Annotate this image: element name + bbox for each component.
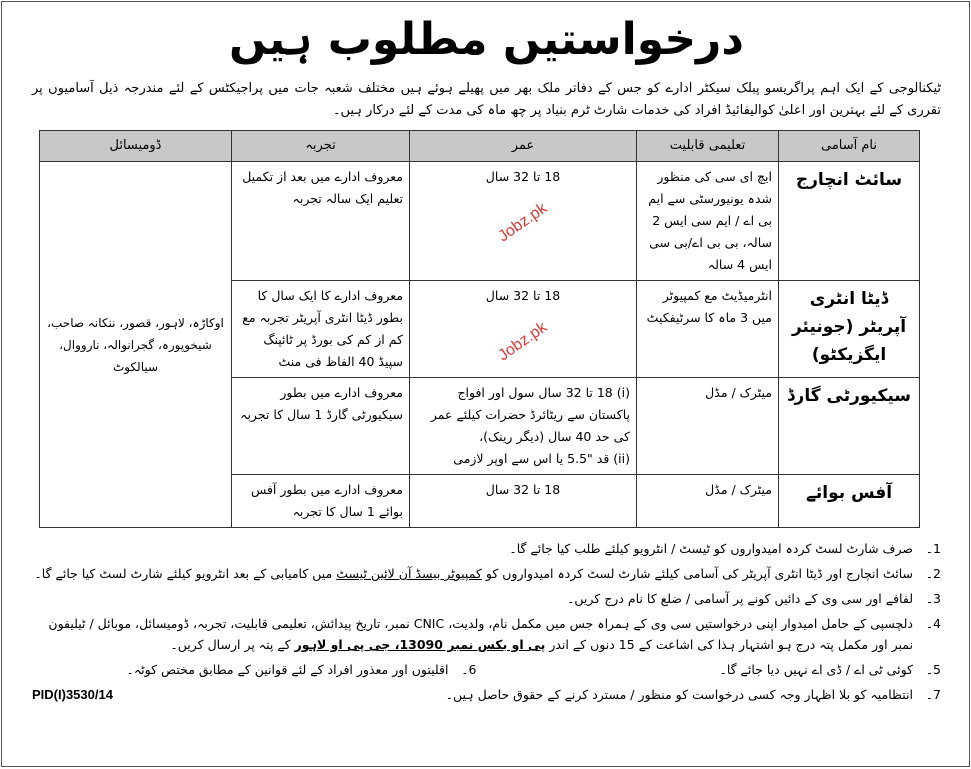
header-qualification: تعلیمی قابلیت [637,131,779,162]
note-1 [32,538,941,559]
note-number: 5۔ [925,662,941,677]
qualification: انٹرمیڈیٹ مع کمپیوٹر میں 3 ماہ کا سرٹیفکیٹ [637,281,779,378]
note-number: 1۔ [925,541,941,556]
note-number: 7۔ [925,687,941,702]
age [410,378,637,475]
post-name: سیکیورٹی گارڈ [779,378,920,475]
age-line-2: (ii) قد "5.5 یا اس سے اوپر لازمی [453,451,630,466]
note-text: کوئی ٹی اے / ڈی اے نہیں دیا جائے گا۔ [719,662,913,677]
note-underlined: کمپیوٹر بیسڈ آن لائین ٹیسٹ [336,566,482,581]
experience: معروف ادارے میں بطور آفس بوائے 1 سال کا تجربہ [232,475,410,528]
note-4 [32,613,941,655]
age: 18 تا 32 سال [485,169,561,184]
note-text: سائٹ انچارج اور ڈیٹا انٹری آپریٹر کی آسامی کیلئے شارٹ لسٹ کردہ امیدواروں کو [481,566,913,581]
domicile: اوکاڑہ، لاہور، قصور، ننکانہ صاحب، شیخوپورہ، گجرانوالہ، نارووال، سیالکوٹ [40,162,232,528]
table-header [40,131,920,162]
qualification: میٹرک / مڈل [637,378,779,475]
notes-last-row [32,684,941,709]
qualification: ایچ ای سی کی منظور شدہ یونیورسٹی سے ایم بی اے / ایم سی ایس 2 سالہ، بی بی اے/بی سی ایس 4 سالہ [637,162,779,281]
note-3 [32,588,941,609]
notes-row [32,659,941,684]
note-text: صرف شارٹ لسٹ کردہ امیدواروں کو ٹیسٹ / انٹرویو کیلئے طلب کیا جائے گا۔ [509,541,913,556]
note-address: پی او بکس نمبر 13090، جی پی او لاہور [294,637,546,652]
age-line-1: (i) 18 تا 32 سال سول اور افواج پاکستان سے ریٹائرڈ حضرات کیلئے عمر کی حد 40 سال (دیگر رینک)، [430,385,630,444]
age-cell [410,281,637,378]
post-name: آفس بوائے [779,475,920,528]
note-5 [497,659,942,680]
watermark: Jobz.pk [495,318,551,365]
intro-paragraph: ٹیکنالوجی کے ایک اہم پراگریسو پبلک سیکٹر ادارے کو جس کے دفاتر ملک بھر میں پھیلے ہوئے ہیں مختلف شعبہ جات میں پراجیکٹس کے لئے مندرجہ ذیل آسامیوں پر تقرری کے لئے بہترین اور اعلیٰ کوالیفائیڈ افراد کی خدمات شارٹ ٹرم بنیاد پر چھ ماہ کی مدت کے لئے درکار ہیں۔ [32,81,941,118]
notes-list [32,538,941,709]
pid-number: PID(I)3530/14 [32,687,113,702]
note-2 [32,563,941,584]
note-number: 6۔ [461,662,477,677]
note-number: 2۔ [925,566,941,581]
experience: معروف ادارے میں بعد از تکمیل تعلیم ایک سالہ تجربہ [232,162,410,281]
note-text: انتظامیہ کو بلا اظہار وجہ کسی درخواست کو منظور / مسترد کرنے کے حقوق حاصل ہیں۔ [445,687,913,702]
age: 18 تا 32 سال [410,475,637,528]
note-text: اقلیتوں اور معذور افراد کے لئے قوانین کے مطابق مختص کوٹہ۔ [126,662,449,677]
note-text: میں کامیابی کے بعد انٹرویو کیلئے شارٹ لسٹ کیا جائے گا۔ [34,566,337,581]
post-name: سائٹ انچارج [779,162,920,281]
header-age: عمر [410,131,637,162]
post-name: ڈیٹا انٹری آپریٹر (جونیئر ایگزیکٹو) [779,281,920,378]
watermark: Jobz.pk [495,199,551,246]
qualification: میٹرک / مڈل [637,475,779,528]
header-post: نام آسامی [779,131,920,162]
note-6 [32,659,477,680]
note-number: 3۔ [925,591,941,606]
note-text: کے پتہ پر ارسال کریں۔ [170,637,295,652]
header-experience: تجربہ [232,131,410,162]
note-7 [133,684,941,705]
note-text: دلچسپی کے حامل امیدوار اپنی درخواستیں سی وی کے ہمراہ جس میں مکمل نام، ولدیت، CNIC نمبر، تاریخ پیدائش، تعلیمی قابلیت، تجربہ، ڈومیسائل، موبائل / ٹیلیفون نمبر اور مکمل پتہ درج ہو اشتہار ہذا کی اشاعت کے 15 دنوں کے اندر [48,616,913,652]
age-cell [410,162,637,281]
note-number: 4۔ [925,616,941,631]
experience: معروف ادارے میں بطور سیکیورٹی گارڈ 1 سال کا تجربہ [232,378,410,475]
table-row [40,162,920,281]
note-text: لفافے اور سی وی کے دائیں کونے پر آسامی / ضلع کا نام درج کریں۔ [567,591,913,606]
experience: معروف ادارے کا ایک سال کا بطور ڈیٹا انٹری آپریٹر تجربہ مع کم از کم کی بورڈ پر ٹائپنگ سپیڈ 40 الفاظ فی منٹ [232,281,410,378]
page-title: درخواستیں مطلوب ہیں [229,14,744,65]
ad-frame [1,1,970,767]
age: 18 تا 32 سال [485,288,561,303]
jobs-table [39,130,920,528]
header-domicile: ڈومیسائل [40,131,232,162]
